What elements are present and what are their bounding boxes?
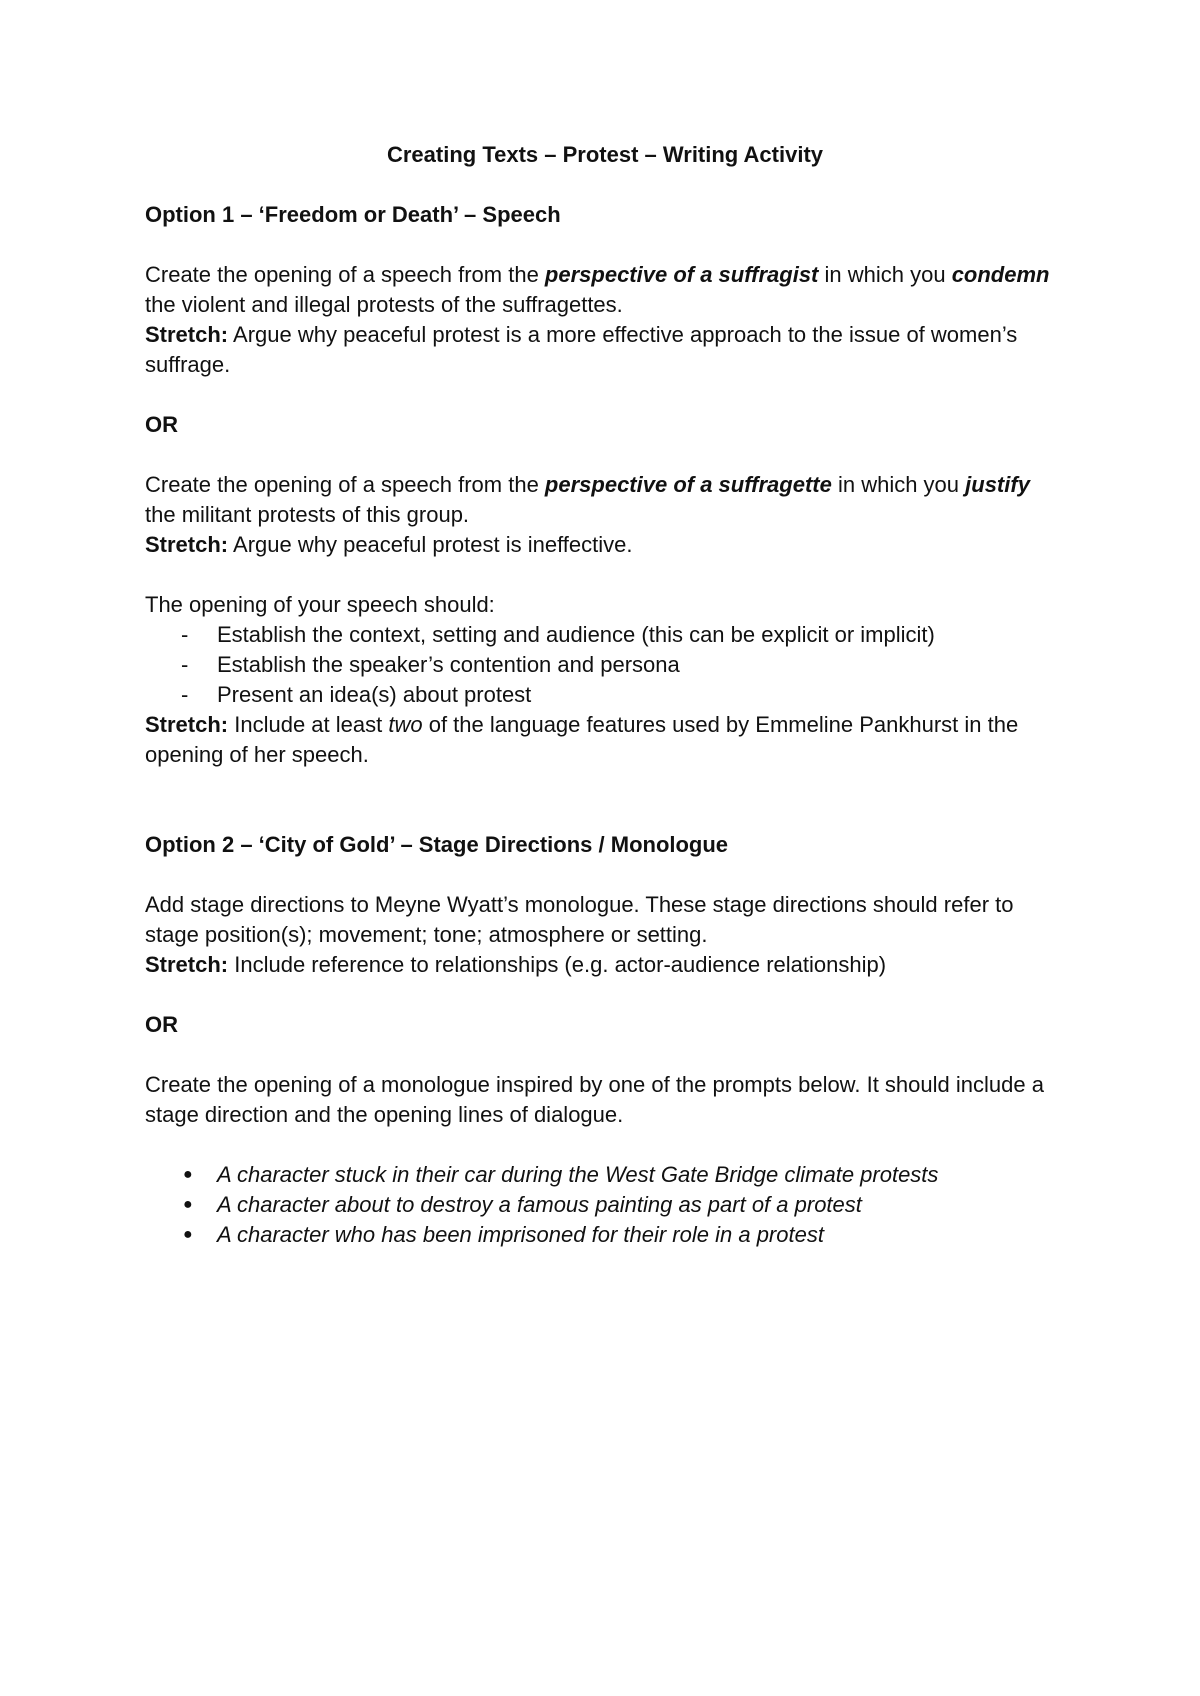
option1-paragraph-suffragist — [145, 260, 1065, 320]
list-item-text: Establish the context, setting and audience (this can be explicit or implicit) — [217, 622, 935, 647]
bullet-icon: ● — [183, 1226, 193, 1243]
stretch-text: of the language features used by Emmeline Pankhurst in the opening of her speech. — [145, 712, 1019, 767]
text-segment: the militant protests of this group. — [145, 502, 470, 527]
option2-paragraph-monologue: Create the opening of a monologue inspired by one of the prompts below. It should include a stage direction and the opening lines of dialogue. — [145, 1072, 1044, 1127]
list-item — [145, 1220, 1065, 1250]
stretch-text: Include at least — [228, 712, 389, 737]
stretch-label: Stretch: — [145, 322, 229, 347]
list-item — [145, 620, 1065, 650]
option1-stretch-2 — [145, 530, 1065, 560]
monologue-prompts-list — [145, 1160, 1065, 1250]
emphasis-text: condemn — [951, 262, 1050, 287]
stretch-text: Include reference to relationships (e.g. actor-audience relationship) — [228, 952, 887, 977]
opening-intro: The opening of your speech should: — [145, 592, 495, 617]
text-segment: in which you — [831, 472, 966, 497]
option1-stretch-1 — [145, 320, 1065, 380]
bullet-icon: ● — [183, 1196, 193, 1213]
option1-stretch-3 — [145, 710, 1065, 770]
list-item — [145, 680, 1065, 710]
stretch-label: Stretch: — [145, 532, 229, 557]
text-segment: Create the opening of a speech from the — [145, 472, 545, 497]
emphasis-text: perspective of a suffragette — [544, 472, 832, 497]
stretch-label: Stretch: — [145, 952, 229, 977]
dash-marker: - — [181, 682, 189, 707]
list-item — [145, 650, 1065, 680]
option2-paragraph-stage-directions: Add stage directions to Meyne Wyatt’s monologue. These stage directions should refer to stage position(s); movement; tone; atmosphere or setting. — [145, 892, 1014, 947]
list-item-text: Establish the speaker’s contention and persona — [217, 652, 680, 677]
option2-or-label: OR — [145, 1012, 178, 1037]
list-item-text: A character stuck in their car during the West Gate Bridge climate protests — [217, 1162, 939, 1187]
dash-marker: - — [181, 622, 189, 647]
emphasis-text: perspective of a suffragist — [544, 262, 819, 287]
text-segment: Create the opening of a speech from the — [145, 262, 545, 287]
emphasis-text: justify — [965, 472, 1030, 497]
emphasis-text: two — [388, 712, 423, 737]
option1-paragraph-suffragette — [145, 470, 1065, 530]
list-item-text: A character who has been imprisoned for their role in a protest — [217, 1222, 824, 1247]
bullet-icon: ● — [183, 1166, 193, 1183]
list-item — [145, 1190, 1065, 1220]
list-item — [145, 1160, 1065, 1190]
list-item-text: A character about to destroy a famous painting as part of a protest — [217, 1192, 862, 1217]
stretch-text: Argue why peaceful protest is ineffective. — [228, 532, 633, 557]
stretch-text: Argue why peaceful protest is a more effective approach to the issue of women’s suffrage. — [145, 322, 1018, 377]
option2-heading: Option 2 – ‘City of Gold’ – Stage Directions / Monologue — [145, 832, 729, 857]
option2-stretch-1 — [145, 950, 1065, 980]
text-segment: the violent and illegal protests of the suffragettes. — [145, 292, 623, 317]
option1-or-label: OR — [145, 412, 178, 437]
speech-requirements-list — [145, 620, 1065, 710]
dash-marker: - — [181, 652, 189, 677]
list-item-text: Present an idea(s) about protest — [217, 682, 532, 707]
document-title: Creating Texts – Protest – Writing Activity — [386, 142, 824, 167]
document-content — [145, 140, 1065, 1250]
text-segment: in which you — [818, 262, 952, 287]
stretch-label: Stretch: — [145, 712, 229, 737]
option1-heading: Option 1 – ‘Freedom or Death’ – Speech — [145, 202, 561, 227]
